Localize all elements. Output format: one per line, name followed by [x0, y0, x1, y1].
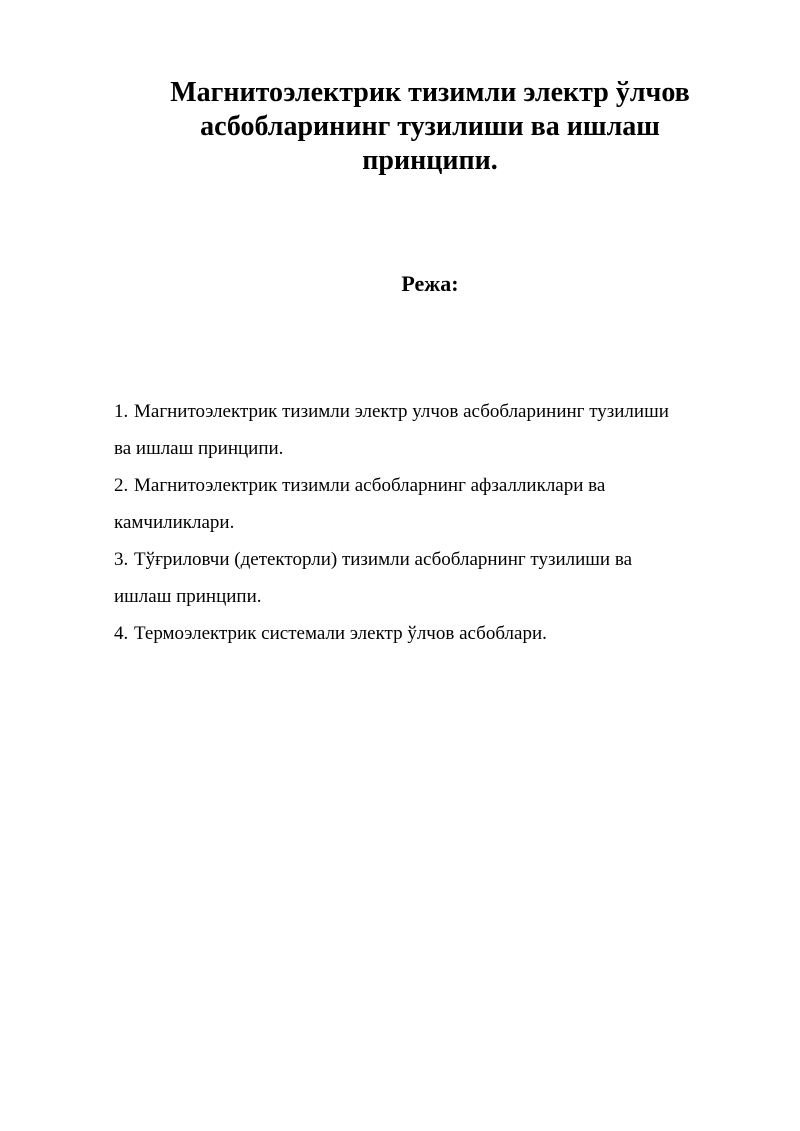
plan-item-4-line-1 [114, 615, 754, 652]
plan-item-3-line-1 [114, 541, 754, 578]
plan-item-2-line-2: камчиликлари. [114, 512, 235, 533]
title-line-2: асбобларининг тузилиши ва ишлаш [200, 111, 660, 142]
plan-item-2-number: 2. [114, 475, 129, 496]
plan-item-1-text-1: Магнитоэлектрик тизимли электр улчов асбобларининг тузилиши [134, 401, 669, 422]
plan-item-4-number: 4. [114, 623, 129, 644]
plan-item-3-number: 3. [114, 549, 129, 570]
plan-item-4-text-1: Термоэлектрик системали электр ўлчов асбоблари. [134, 623, 547, 644]
plan-item-4 [114, 615, 754, 652]
plan-item-2-line-1 [114, 467, 754, 504]
title-line-1: Магнитоэлектрик тизимли электр ўлчов [170, 77, 690, 108]
plan-item-1 [114, 393, 754, 467]
plan-heading: Режа: [401, 271, 459, 296]
title-line-3: принципи. [362, 145, 498, 176]
plan-item-2 [114, 467, 754, 541]
plan-list [114, 393, 754, 652]
plan-item-3-text-1: Тўғриловчи (детекторли) тизимли асбобларнинг тузилиши ва [134, 549, 633, 570]
plan-item-2-text-1: Магнитоэлектрик тизимли асбобларнинг афзалликлари ва [134, 475, 606, 496]
plan-item-1-number: 1. [114, 401, 129, 422]
plan-item-1-line-2: ва ишлаш принципи. [114, 438, 284, 459]
plan-item-3-line-2: ишлаш принципи. [114, 586, 262, 607]
plan-item-3 [114, 541, 754, 615]
plan-item-1-line-1 [114, 393, 754, 430]
document-title [100, 76, 760, 178]
